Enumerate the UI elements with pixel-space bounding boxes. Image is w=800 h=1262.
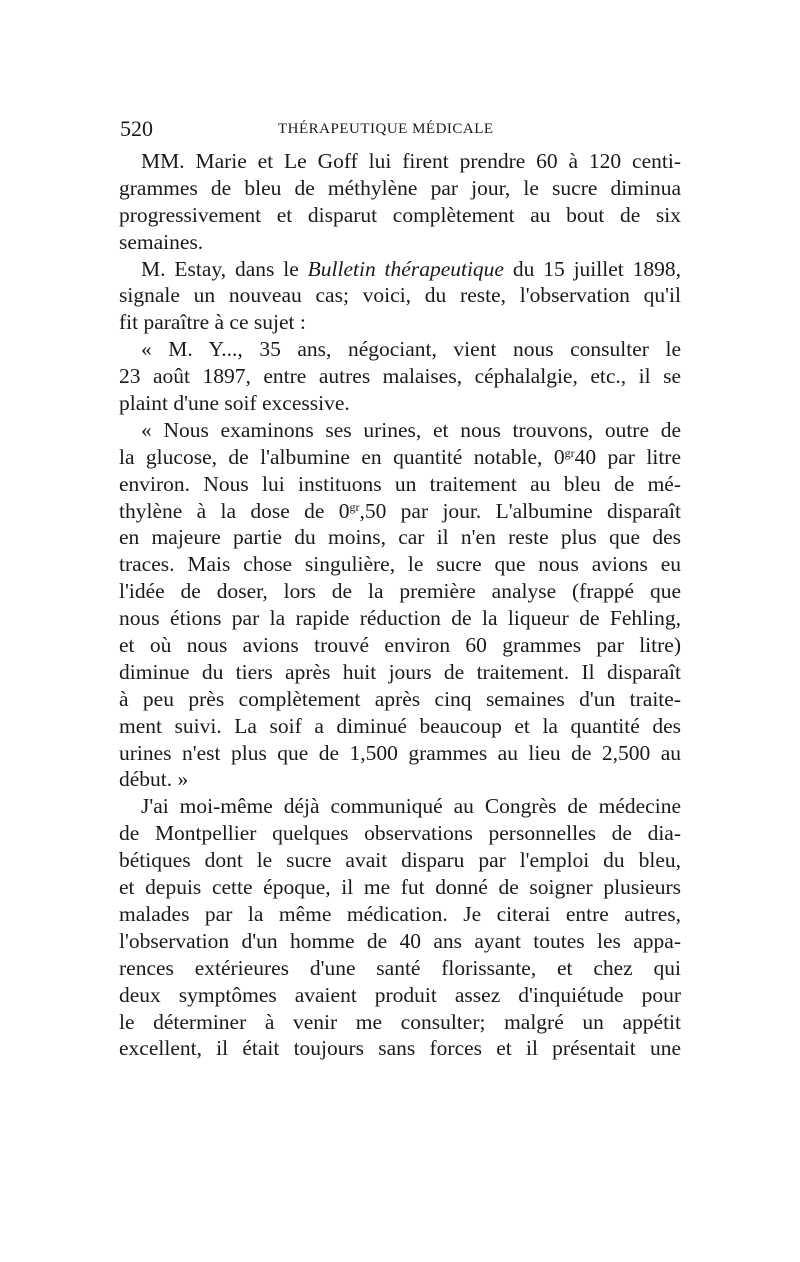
text-line: semaines. <box>119 229 204 254</box>
text-line: MM. Marie et Le Goff lui firent prendre 60 à 120 centi- <box>141 149 681 173</box>
text-line: diminue du tiers après huit jours de traitement. Il disparaît <box>119 659 681 684</box>
text-line: progressivement et disparut complètement au bout de six <box>119 202 681 227</box>
text-line: environ. Nous lui instituons un traitement au bleu de mé- <box>119 471 681 496</box>
text-line: l'idée de doser, lors de la première analyse (frappé que <box>119 579 681 604</box>
text-line: la glucose, de l'albumine en quantité notable, $0^{gr}40$ par litre <box>119 444 682 469</box>
text-line: thylène à la dose de $0^{gr},50$ par jour. L'albumine disparaît <box>119 498 681 523</box>
text-line: fit paraître à ce sujet : <box>119 310 306 335</box>
text-line: « M. Y..., 35 ans, négociant, vient nous consulter le <box>141 337 681 362</box>
text-line: malades par la même médication. Je citerai entre autres, <box>119 901 681 926</box>
text-line: et où nous avions trouvé environ 60 grammes par litre) <box>119 633 681 658</box>
text-line: l'observation d'un homme de 40 ans ayant toutes les appa- <box>119 928 681 953</box>
text-line: à peu près complètement après cinq semaines d'un traite- <box>119 686 681 711</box>
text-line: début. » <box>119 767 189 792</box>
page-number: 520 <box>120 116 153 141</box>
text-line: urines n'est plus que de 1,500 grammes au lieu de 2,500 au <box>119 740 681 765</box>
page-header <box>120 114 680 144</box>
text-line: « Nous examinons ses urines, et nous trouvons, outre de <box>141 417 681 442</box>
text-line: de Montpellier quelques observations personnelles de dia- <box>119 821 681 846</box>
text-line: le déterminer à venir me consulter; malgré un appétit <box>119 1009 681 1034</box>
text-line: en majeure partie du moins, car il n'en reste plus que des <box>119 525 681 550</box>
text-line: M. Estay, dans le Bulletin thérapeutique du 15 juillet 1898, <box>141 256 681 281</box>
running-title: THÉRAPEUTIQUE MÉDICALE <box>278 121 494 137</box>
text-line: nous étions par la rapide réduction de la liqueur de Fehling, <box>119 606 681 631</box>
body-text <box>119 148 681 1062</box>
text-line: rences extérieures d'une santé florissante, et chez qui <box>119 955 681 980</box>
text-line: 23 août 1897, entre autres malaises, céphalalgie, etc., il se <box>119 364 681 389</box>
text-line: excellent, il était toujours sans forces et il présentait une <box>119 1036 681 1061</box>
text-line: ment suivi. La soif a diminué beaucoup et la quantité des <box>119 713 681 738</box>
text-line: plaint d'une soif excessive. <box>119 391 350 416</box>
text-line: bétiques dont le sucre avait disparu par l'emploi du bleu, <box>119 848 681 873</box>
text-line: et depuis cette époque, il me fut donné de soigner plusieurs <box>119 875 681 900</box>
text-line: grammes de bleu de méthylène par jour, le sucre diminua <box>119 175 681 200</box>
text-line: J'ai moi-même déjà communiqué au Congrès de médecine <box>141 794 681 819</box>
text-line: signale un nouveau cas; voici, du reste, l'observation qu'il <box>119 283 681 308</box>
text-line: deux symptômes avaient produit assez d'inquiétude pour <box>119 982 681 1007</box>
text-line: traces. Mais chose singulière, le sucre que nous avions eu <box>119 552 681 577</box>
